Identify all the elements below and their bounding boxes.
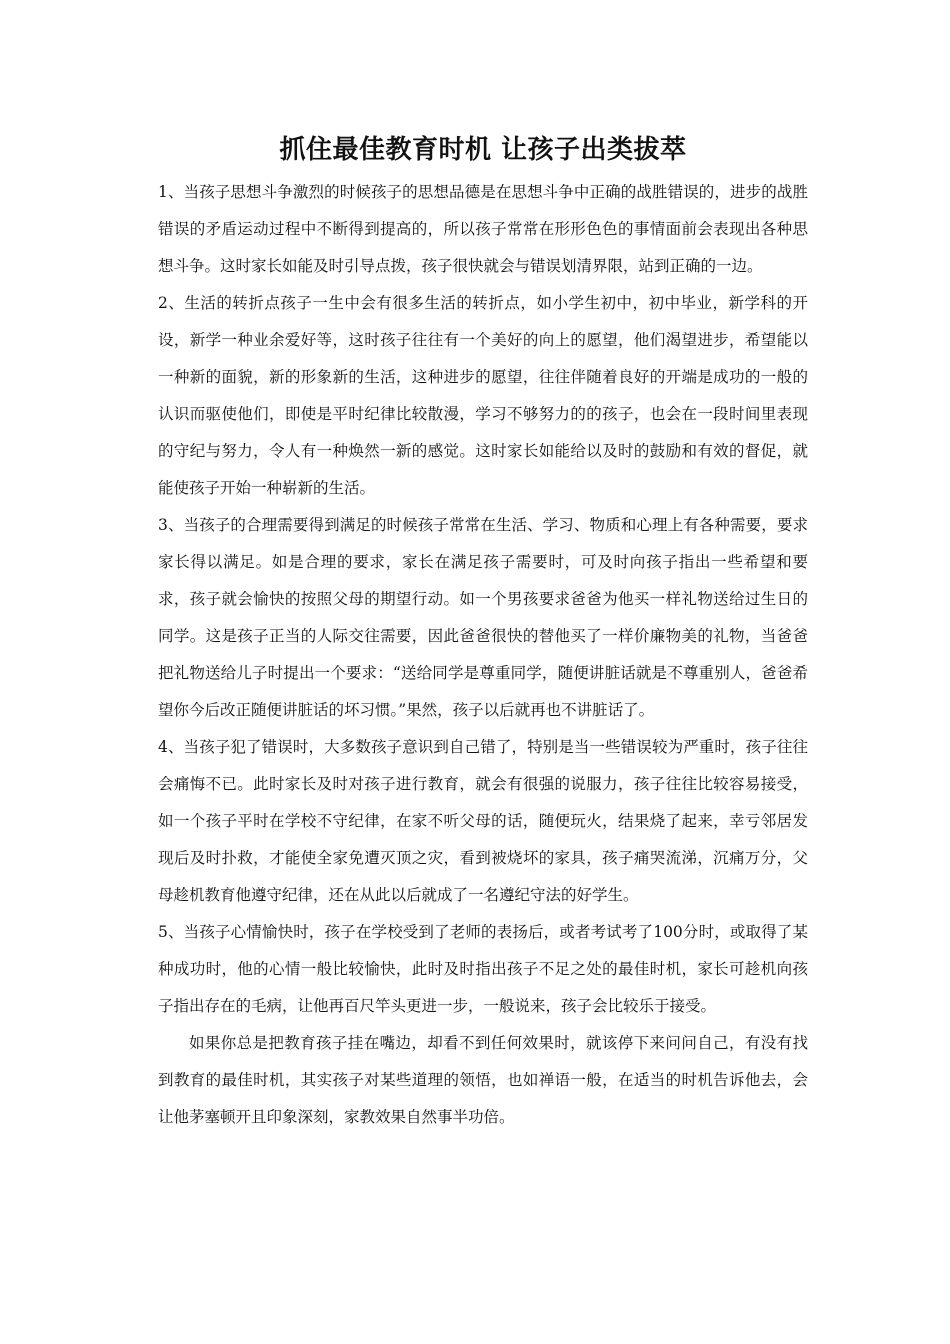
paragraph-4: 4、当孩子犯了错误时，大多数孩子意识到自己错了，特别是当一些错误较为严重时，孩子往往会痛悔不已。此时家长及时对孩子进行教育，就会有很强的说服力，孩子往往比较容易接受，如一个孩子平时在学校不守纪律，在家不听父母的话，随便玩火，结果烧了起来，幸亏邻居发现后及时扑救，才能使全家免遭灭顶之灾，看到被烧坏的家具，孩子痛哭流涕，沉痛万分，父母趁机教育他遵守纪律，还在从此以后就成了一名遵纪守法的好学生。 — [158, 738, 808, 904]
paragraph-3: 3、当孩子的合理需要得到满足的时候孩子常常在生活、学习、物质和心理上有各种需要，要求家长得以满足。如是合理的要求，家长在满足孩子需要时，可及时向孩子指出一些希望和要求，孩子就会愉快的按照父母的期望行动。如一个男孩要求爸爸为他买一样礼物送给过生日的同学。这是孩子正当的人际交往需要，因此爸爸很快的替他买了一样价廉物美的礼物，当爸爸把礼物送给儿子时提出一个要求：“送给同学是尊重同学，随便讲脏话就是不尊重别人，爸爸希望你今后改正随便讲脏话的坏习惯。”果然，孩子以后就再也不讲脏话了。 — [158, 516, 808, 719]
document-page — [158, 128, 808, 1136]
paragraph-5: 5、当孩子心情愉快时，孩子在学校受到了老师的表扬后，或者考试考了100分时，或取得了某种成功时，他的心情一般比较愉快，此时及时指出孩子不足之处的最佳时机，家长可趁机向孩子指出存在的毛病，让他再百尺竿头更进一步，一般说来，孩子会比较乐于接受。 — [158, 923, 808, 1015]
closing-paragraph: 如果你总是把教育孩子挂在嘴边，却看不到任何效果时，就该停下来问问自己，有没有找到教育的最佳时机，其实孩子对某些道理的领悟，也如禅语一般，在适当的时机告诉他去，会让他茅塞顿开且印象深刻，家教效果自然事半功倍。 — [158, 1034, 808, 1126]
paragraph-1: 1、当孩子思想斗争激烈的时候孩子的思想品德是在思想斗争中正确的战胜错误的，进步的战胜错误的矛盾运动过程中不断得到提高的，所以孩子常常在形形色色的事情面前会表现出各种思想斗争。这时家长如能及时引导点拨，孩子很快就会与错误划清界限，站到正确的一边。 — [158, 183, 808, 275]
paragraph-2: 2、生活的转折点孩子一生中会有很多生活的转折点，如小学生初中，初中毕业，新学科的开设，新学一种业余爱好等，这时孩子往往有一个美好的向上的愿望，他们渴望进步，希望能以一种新的面貌，新的形象新的生活，这种进步的愿望，往往伴随着良好的开端是成功的一般的认识而驱使他们，即使是平时纪律比较散漫，学习不够努力的的孩子，也会在一段时间里表现的守纪与努力，令人有一种焕然一新的感觉。这时家长如能给以及时的鼓励和有效的督促，就能使孩子开始一种崭新的生活。 — [158, 294, 808, 497]
page-title: 抓住最佳教育时机 让孩子出类拔萃 — [279, 135, 687, 165]
